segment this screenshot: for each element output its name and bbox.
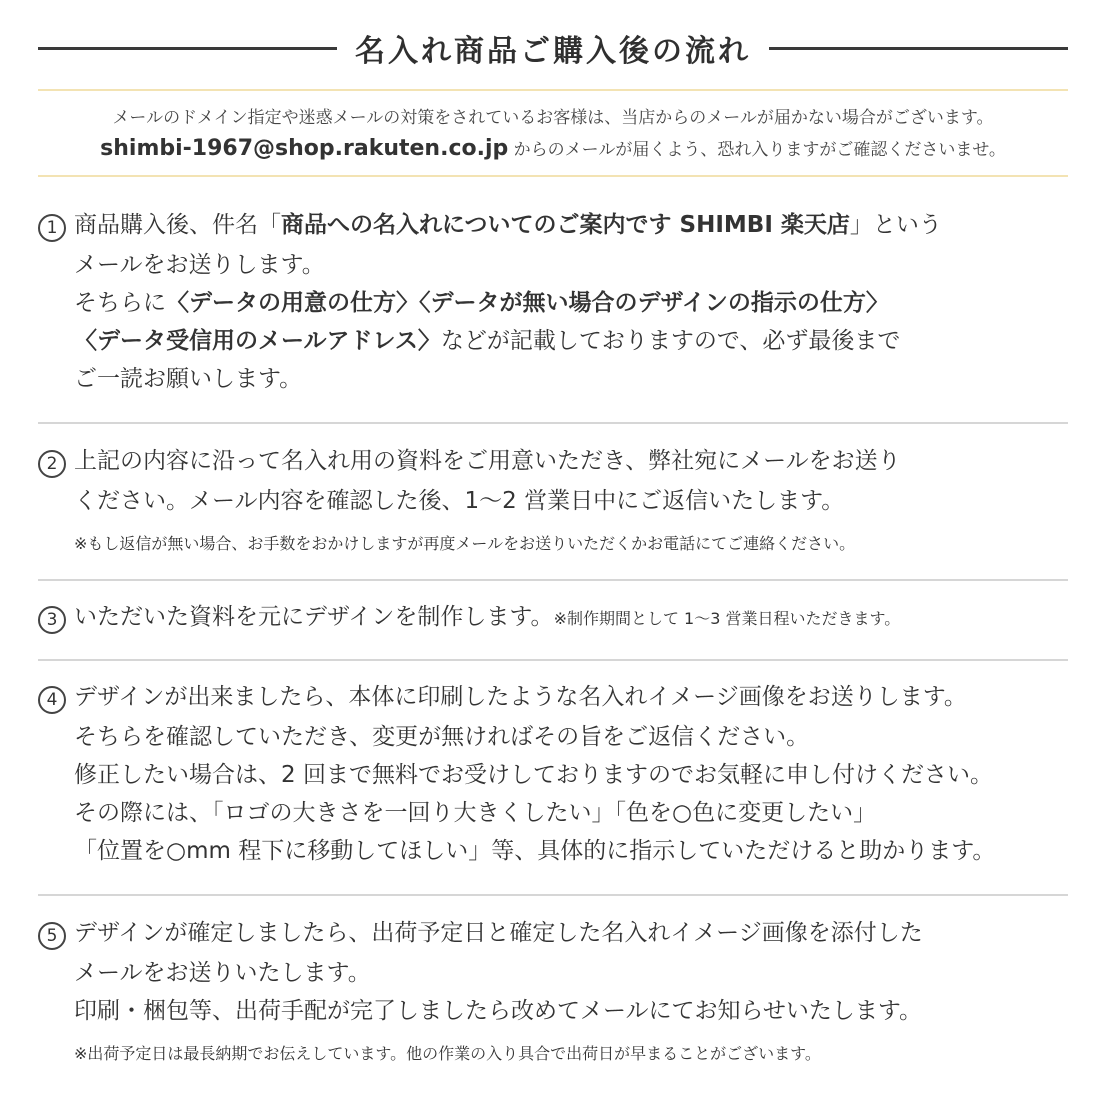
step-number-badge: 2 [38, 450, 66, 478]
step-divider [38, 579, 1068, 581]
step-5-line-1: デザインが確定しましたら、出荷予定日と確定した名入れイメージ画像を添付した [74, 920, 923, 946]
step-3-line-1: いただいた資料を元にデザインを制作します。※制作期間として 1～3 営業日程いただきます。 [74, 604, 901, 630]
notice-line-2-text: からのメールが届くよう、恐れ入りますがご確認くださいませ。 [513, 140, 1006, 160]
step-1 [38, 200, 1068, 410]
step-4-line-1: デザインが出来ましたら、本体に印刷したような名入れイメージ画像をお送りします。 [74, 684, 967, 710]
step-3 [38, 592, 1068, 648]
email-subject: 商品への名入れについてのご案内です SHIMBI 楽天店 [281, 212, 850, 238]
notice-line-2 [38, 135, 1068, 161]
step-1-line-2: メールをお送りします。 [74, 252, 325, 278]
step-1-line-5: ご一読お願いします。 [74, 366, 303, 392]
step-3-note: ※制作期間として 1～3 営業日程いただきます。 [553, 609, 901, 628]
step-5-line-2: メールをお送りいたします。 [74, 960, 371, 986]
step-number-badge: 3 [38, 606, 66, 634]
step-1-line-1: 商品購入後、件名「商品への名入れについてのご案内です SHIMBI 楽天店」という [74, 212, 942, 238]
step-5 [38, 908, 1068, 1088]
step-number-badge: 5 [38, 922, 66, 950]
notice-line-1: メールのドメイン指定や迷惑メールの対策をされているお客様は、当店からのメールが届かない場合がございます。 [112, 108, 994, 128]
step-4-line-3: 修正したい場合は、2 回まで無料でお受けしておりますのでお気軽に申し付けください。 [74, 762, 993, 788]
email-notice [38, 89, 1068, 177]
step-5-line-3: 印刷・梱包等、出荷手配が完了しましたら改めてメールにてお知らせいたします。 [74, 998, 923, 1024]
step-number-badge: 4 [38, 686, 66, 714]
step-2-note: ※もし返信が無い場合、お手数をおかけしますが再度メールをお送りいただくかお電話にてご連絡ください。 [74, 534, 856, 553]
step-1-line-4: 〈データ受信用のメールアドレス〉などが記載しておりますので、必ず最後まで [74, 328, 901, 354]
step-number-badge: 1 [38, 214, 66, 242]
title-rule-left [38, 47, 337, 50]
step-4-line-5: 「位置を○mm 程下に移動してほしい」等、具体的に指示していただけると助かります。 [74, 838, 996, 864]
step-2-line-1: 上記の内容に沿って名入れ用の資料をご用意いただき、弊社宛にメールをお送り [74, 448, 901, 474]
page-header [38, 24, 1068, 72]
page-title: 名入れ商品ご購入後の流れ [355, 34, 751, 69]
step-4-line-2: そちらを確認していただき、変更が無ければその旨をご返信ください。 [74, 724, 810, 750]
step-divider [38, 894, 1068, 896]
title-rule-right [769, 47, 1068, 50]
step-2-line-2: ください。メール内容を確認した後、1～2 営業日中にご返信いたします。 [74, 488, 845, 514]
step-divider [38, 422, 1068, 424]
step-2 [38, 436, 1068, 566]
step-1-line-3: そちらに〈データの用意の仕方〉〈データが無い場合のデザインの指示の仕方〉 [74, 290, 889, 316]
shop-email-address: shimbi-1967@shop.rakuten.co.jp [100, 136, 509, 161]
step-4 [38, 672, 1068, 884]
step-4-line-4: その際には、「ロゴの大きさを一回り大きくしたい」「色を○色に変更したい」 [74, 800, 877, 826]
step-divider [38, 659, 1068, 661]
step-5-note: ※出荷予定日は最長納期でお伝えしています。他の作業の入り具合で出荷日が早まることがございます。 [74, 1044, 821, 1063]
